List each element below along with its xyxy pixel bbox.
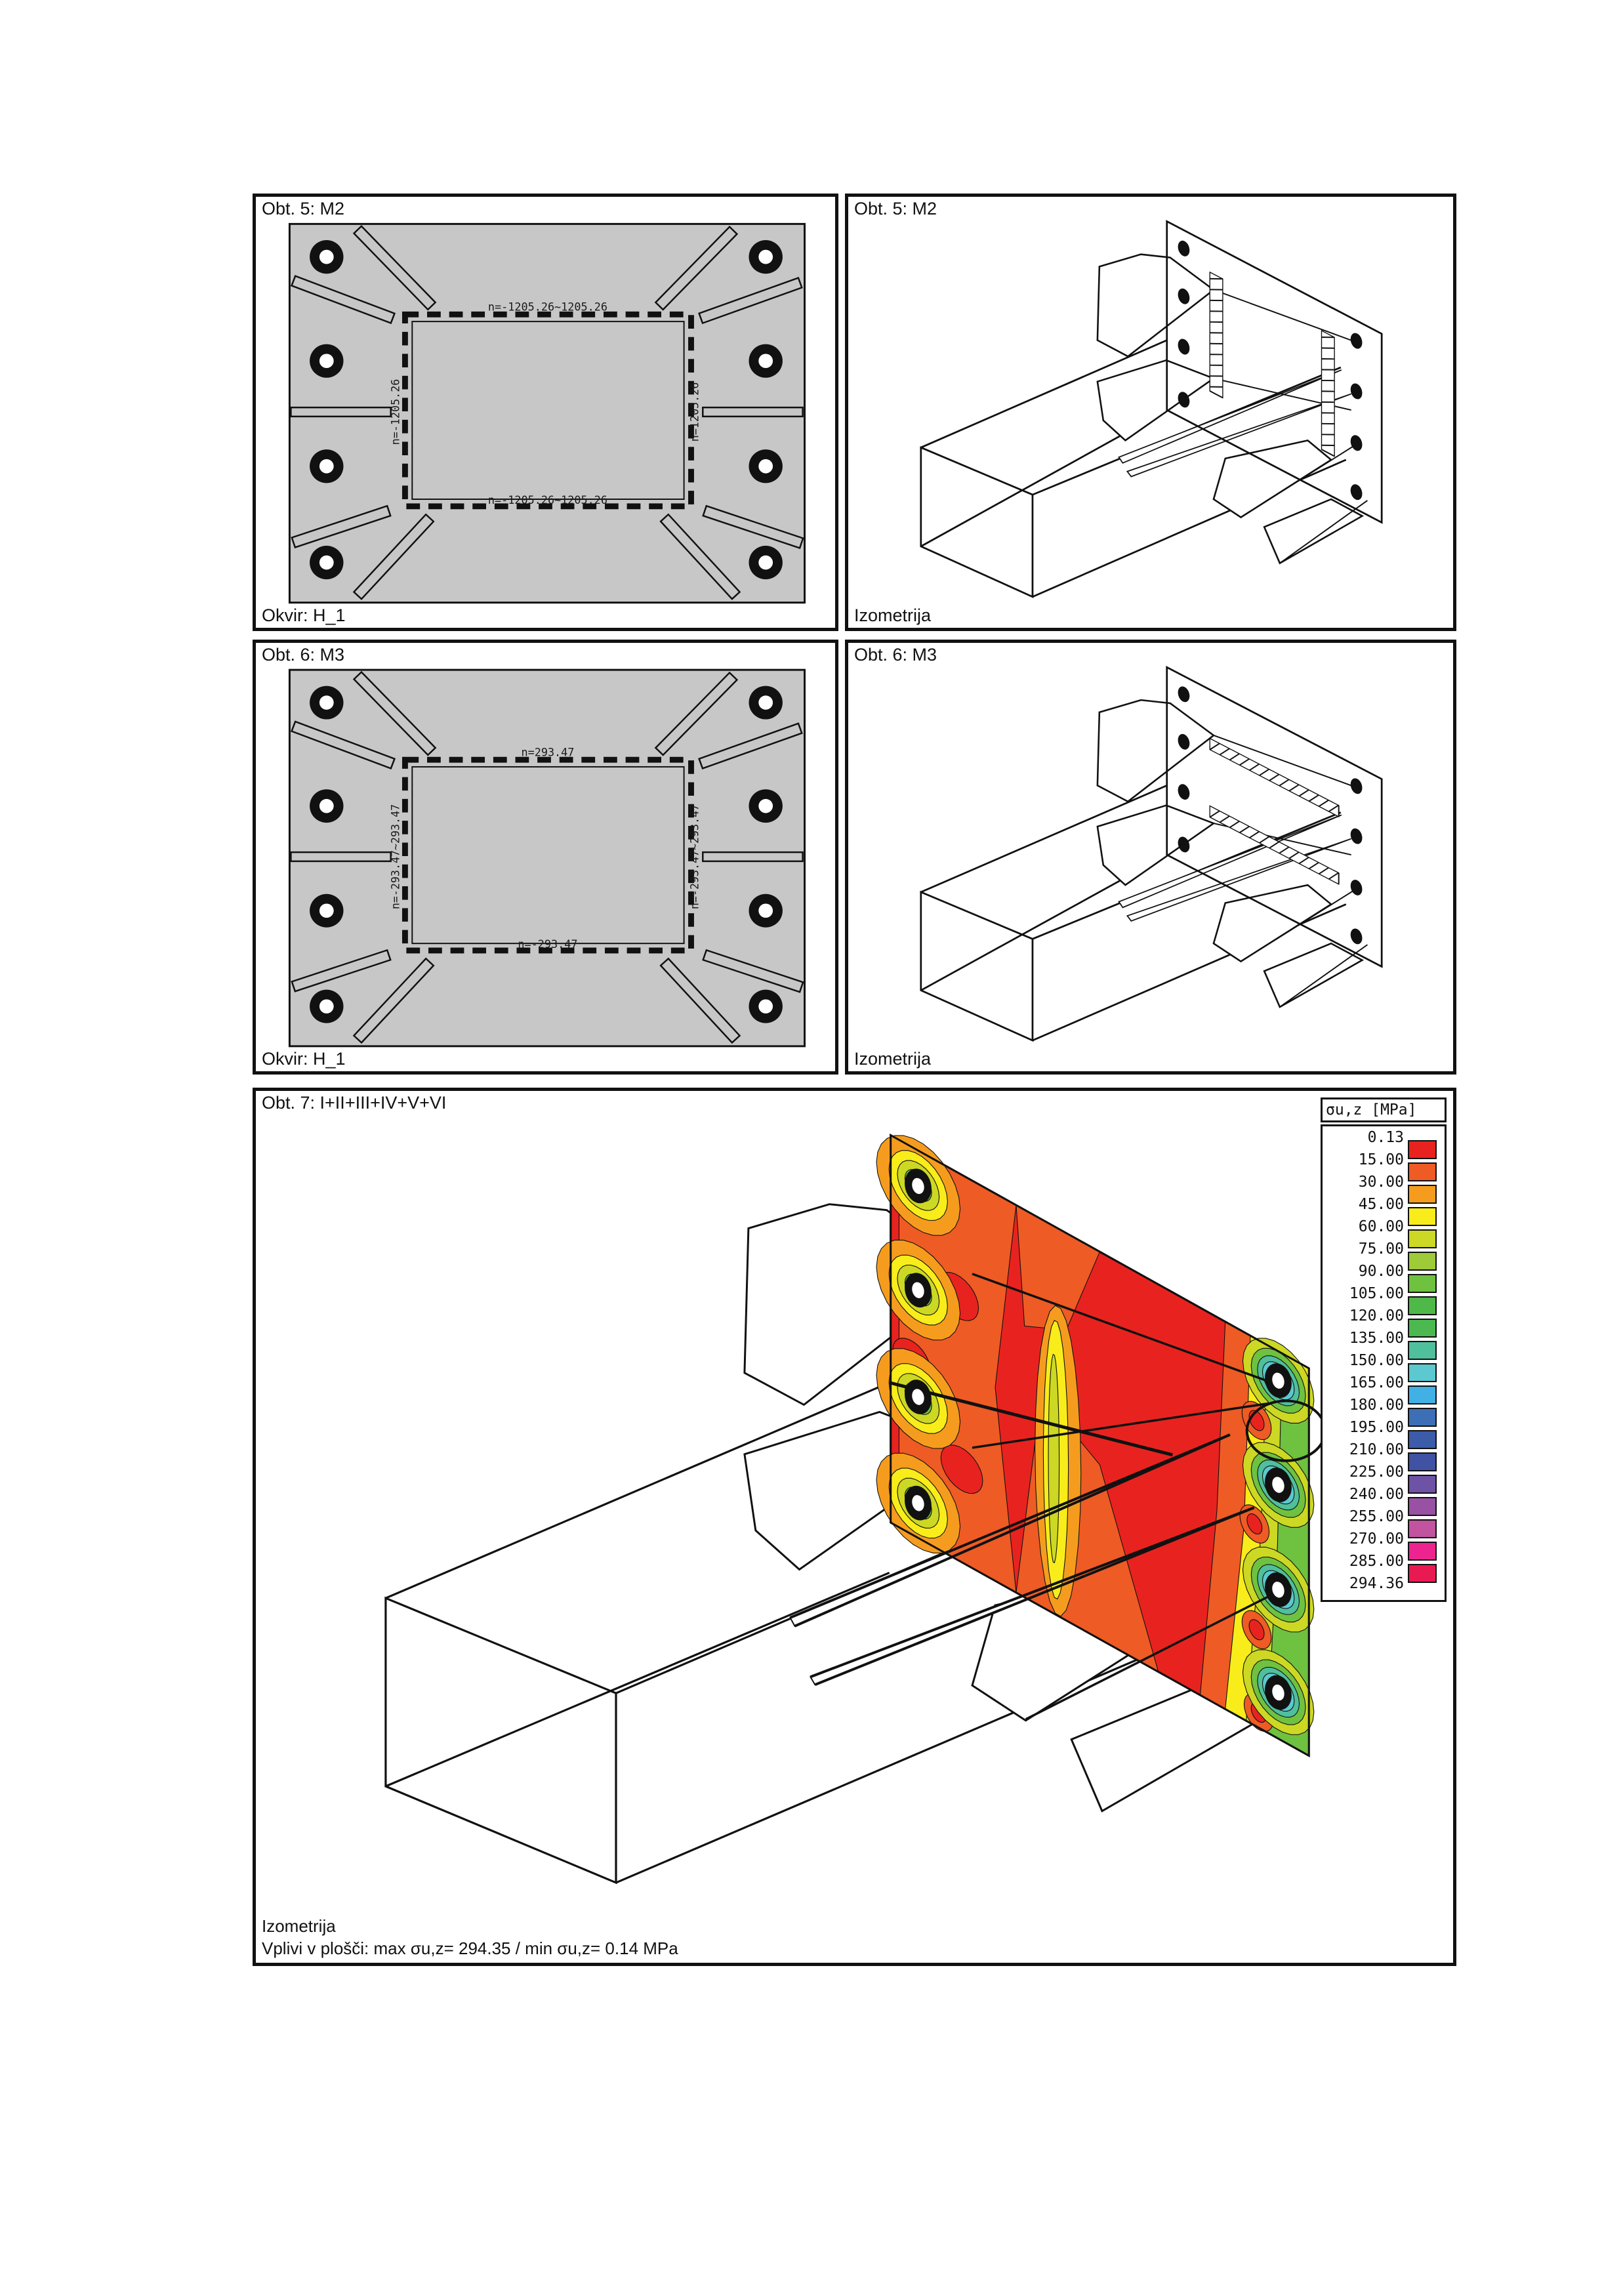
- legend-swatch: [1408, 1185, 1437, 1204]
- panel-footer-view: Izometrija: [262, 1916, 336, 1936]
- panel-footer: Izometrija: [854, 605, 932, 625]
- legend-swatch: [1408, 1564, 1437, 1583]
- legend-swatch: [1408, 1229, 1437, 1248]
- svg-text:n=-293.47~293.47: n=-293.47~293.47: [688, 804, 701, 910]
- legend-swatch: [1408, 1274, 1437, 1293]
- panel-footer: Izometrija: [854, 1049, 932, 1069]
- panel-header: Obt. 6: M3: [854, 645, 937, 665]
- color-legend: [1321, 1097, 1447, 1602]
- legend-value: 75.00: [1358, 1240, 1404, 1258]
- legend-value: 180.00: [1349, 1397, 1404, 1414]
- legend-swatch: [1408, 1452, 1437, 1471]
- svg-text:n=-1205.26: n=-1205.26: [388, 379, 402, 445]
- legend-swatch: [1408, 1430, 1437, 1449]
- legend-swatch: [1408, 1385, 1437, 1404]
- legend-swatch: [1408, 1497, 1437, 1516]
- contour-isometric-svg: [256, 1091, 1453, 1963]
- svg-text:n=-1205.26~1205.26: n=-1205.26~1205.26: [487, 300, 607, 314]
- svg-text:n=-293.47~293.47: n=-293.47~293.47: [388, 804, 402, 910]
- panel-footer: Okvir: H_1: [262, 1049, 346, 1069]
- legend-value: 45.00: [1358, 1196, 1404, 1213]
- svg-text:n=-1205.26~1205.26: n=-1205.26~1205.26: [487, 493, 607, 506]
- legend-swatch: [1408, 1207, 1437, 1226]
- panel-obt5-plan: [253, 194, 838, 631]
- panel-header: Obt. 6: M3: [262, 645, 345, 665]
- panel-obt5-iso: [845, 194, 1456, 631]
- legend-swatch: [1408, 1363, 1437, 1382]
- svg-text:n=293.47: n=293.47: [521, 745, 575, 759]
- legend-value: 270.00: [1349, 1530, 1404, 1548]
- panel-header: Obt. 7: I+II+III+IV+V+VI: [262, 1093, 447, 1113]
- legend-swatch: [1408, 1408, 1437, 1427]
- panel-obt7-contour: [253, 1088, 1456, 1966]
- legend-value: 294.36: [1349, 1575, 1404, 1592]
- isometric-view-svg: [848, 643, 1453, 1071]
- legend-value: 135.00: [1349, 1330, 1404, 1347]
- legend-swatch: [1408, 1162, 1437, 1181]
- legend-swatch: [1408, 1542, 1437, 1561]
- legend-swatch: [1408, 1475, 1437, 1494]
- legend-swatch: [1408, 1140, 1437, 1159]
- legend-value: 195.00: [1349, 1419, 1404, 1436]
- plan-view-svg: [256, 197, 835, 628]
- legend-value: 105.00: [1349, 1285, 1404, 1302]
- legend-title: σu,z [MPa]: [1321, 1097, 1447, 1122]
- legend-value: 90.00: [1358, 1263, 1404, 1280]
- legend-value: 60.00: [1358, 1218, 1404, 1235]
- legend-value: 150.00: [1349, 1352, 1404, 1369]
- legend-swatch: [1408, 1341, 1437, 1360]
- legend-swatch: [1408, 1319, 1437, 1338]
- panel-footer-minmax: Vplivi v plošči: max σu,z= 294.35 / min σu,z= 0.14 MPa: [262, 1938, 678, 1958]
- panel-header: Obt. 5: M2: [854, 199, 937, 218]
- legend-swatch: [1408, 1519, 1437, 1538]
- legend-value: 240.00: [1349, 1486, 1404, 1503]
- panel-obt6-iso: [845, 640, 1456, 1075]
- legend-value: 210.00: [1349, 1441, 1404, 1458]
- plan-view-svg: [256, 643, 835, 1071]
- legend-value: 225.00: [1349, 1464, 1404, 1481]
- panel-obt6-plan: [253, 640, 838, 1075]
- legend-value: 285.00: [1349, 1553, 1404, 1570]
- legend-scale: [1321, 1124, 1447, 1602]
- legend-swatch: [1408, 1252, 1437, 1271]
- legend-value: 15.00: [1358, 1151, 1404, 1168]
- panel-header: Obt. 5: M2: [262, 199, 345, 218]
- legend-swatch: [1408, 1296, 1437, 1315]
- svg-text:n=-293.47: n=-293.47: [518, 937, 578, 951]
- panel-footer: Okvir: H_1: [262, 605, 346, 625]
- legend-value: 255.00: [1349, 1508, 1404, 1525]
- isometric-view-svg: [848, 197, 1453, 628]
- legend-value: 120.00: [1349, 1307, 1404, 1324]
- svg-text:n=1205.26: n=1205.26: [688, 382, 701, 442]
- legend-value: 0.13: [1367, 1129, 1404, 1146]
- legend-value: 165.00: [1349, 1374, 1404, 1391]
- legend-value: 30.00: [1358, 1174, 1404, 1191]
